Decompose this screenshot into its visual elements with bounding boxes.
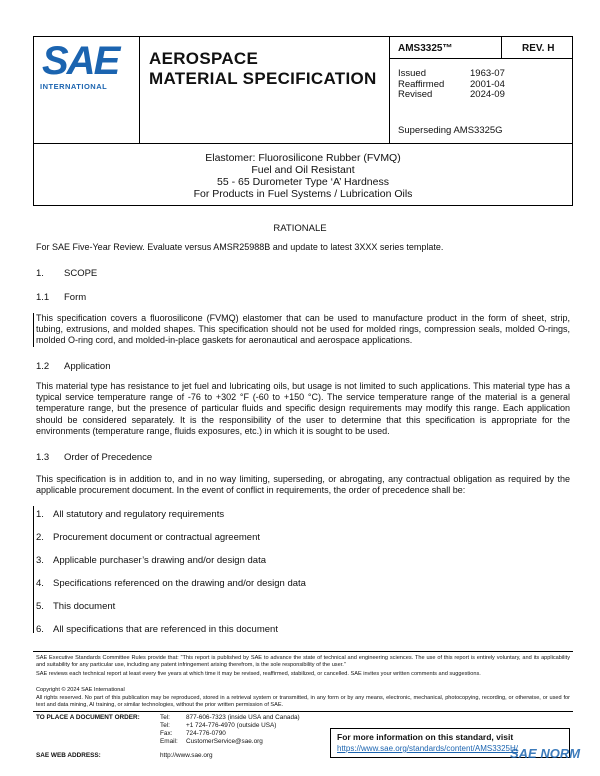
section-title: Order of Precedence	[64, 452, 153, 463]
section-number: 1.1	[36, 292, 50, 303]
web-label: SAE WEB ADDRESS:	[36, 752, 101, 759]
list-text: All specifications that are referenced in this document	[53, 624, 278, 635]
section-number: 1.	[36, 268, 44, 279]
spec-title-box	[33, 144, 573, 206]
footer-copyright: Copyright © 2024 SAE International	[36, 687, 125, 693]
web-link[interactable]: http://www.sae.org	[160, 752, 213, 759]
list-text: All statutory and regulatory requirements	[53, 509, 225, 520]
date-label: Issued	[398, 68, 426, 79]
email-link[interactable]: CustomerService@sae.org	[186, 738, 263, 745]
list-text: Procurement document or contractual agreement	[53, 532, 260, 543]
section-title: Application	[64, 361, 111, 372]
footer-rights-text: All rights reserved. No part of this publication may be reproduced, stored in a retrieval system or transmitted, in any form or by any means, electronic, mechanical, photocopying, recording, or otherwise, or used for text and data mining, AI training, or similar technologies, without the prior written permission of SAE.	[36, 695, 570, 708]
more-info-label: For more information on this standard, visit	[337, 732, 514, 742]
section-1-3-text: This specification is in addition to, and in no way limiting, superseding, or abrogating, any contractual obligation as required by the applicable procurement document. In the event of conflict in requirements, the order of precedence shall be:	[36, 474, 570, 496]
list-number: 5.	[36, 601, 44, 612]
sae-norm-watermark: SAE NORM	[510, 746, 581, 761]
section-title: SCOPE	[64, 268, 98, 279]
list-item	[36, 601, 115, 612]
list-item	[36, 578, 306, 589]
list-item	[36, 624, 278, 635]
list-number: 3.	[36, 555, 44, 566]
section-1-heading	[36, 268, 97, 279]
tel-label: Tel:	[160, 722, 170, 729]
rationale-text: For SAE Five-Year Review. Evaluate versus AMSR25988B and update to latest 3XXX series template.	[36, 242, 444, 252]
list-number: 4.	[36, 578, 44, 589]
fax-label: Fax:	[160, 730, 173, 737]
more-info-link[interactable]: https://www.sae.org/standards/content/AMS3325H/	[337, 744, 518, 753]
date-value: 2001-04	[470, 78, 505, 90]
list-text: Specifications referenced on the drawing and/or design data	[53, 578, 306, 589]
change-bar	[33, 506, 34, 633]
list-item	[36, 509, 224, 520]
section-1-2-heading	[36, 361, 110, 372]
section-1-3-heading	[36, 452, 152, 463]
spec-title-line1: Elastomer: Fluorosilicone Rubber (FVMQ)	[205, 152, 401, 164]
doc-type-line2: MATERIAL SPECIFICATION	[149, 69, 377, 88]
sae-logo: SAE	[42, 39, 119, 83]
superseding-note: Superseding AMS3325G	[398, 125, 503, 136]
header-table	[33, 36, 573, 144]
email-label: Email:	[160, 738, 178, 745]
date-row-revised	[398, 90, 505, 101]
fax-value: 724-776-0790	[186, 730, 226, 737]
doc-number: AMS3325™	[390, 37, 502, 59]
date-row-issued	[398, 69, 505, 80]
section-number: 1.3	[36, 452, 50, 463]
doc-info-cell	[390, 37, 573, 144]
list-item	[36, 555, 266, 566]
list-number: 2.	[36, 532, 44, 543]
revision-label: REV. H	[502, 37, 573, 59]
date-value: 2024-09	[470, 89, 505, 100]
logo-cell	[34, 37, 140, 144]
date-label: Revised	[398, 89, 433, 100]
rationale-heading: RATIONALE	[273, 223, 327, 234]
list-item	[36, 532, 260, 543]
sae-logo-subtitle: INTERNATIONAL	[40, 82, 108, 91]
tel-value: +1 724-776-4970 (outside USA)	[186, 722, 277, 729]
change-bar	[33, 313, 34, 347]
tel-value: 877-606-7323 (inside USA and Canada)	[186, 714, 300, 721]
spec-title-line2: Fuel and Oil Resistant	[251, 164, 355, 176]
footer-review-text: SAE reviews each technical report at least every five years at which time it may be revised, reaffirmed, stabilized, or cancelled. SAE invites your written comments and suggestions.	[36, 671, 481, 677]
spec-title-line3: 55 - 65 Durometer Type ‘A’ Hardness	[217, 176, 389, 188]
list-number: 1.	[36, 509, 44, 520]
footer-divider	[33, 651, 573, 652]
date-label: Reaffirmed	[398, 78, 445, 90]
section-1-1-heading	[36, 292, 86, 303]
doc-type-line1: AEROSPACE	[149, 49, 259, 68]
section-number: 1.2	[36, 361, 50, 372]
section-1-2-text: This material type has resistance to jet fuel and lubricating oils, but usage is not limited to such applications. This material type has a typical service temperature range of -76 to +302 °F (-60 to +150 °C). The service temperature range of the material is a general temperature range, but the presence of particular fluids and specific design requirements may modify this range. Each application should be considered separately. It is the responsibility of the user to determine that this specification is appropriate for the environments (temperature range, fluids exposures, etc.) in which it is sought to be used.	[36, 381, 570, 436]
list-text: This document	[53, 601, 116, 612]
list-number: 6.	[36, 624, 44, 635]
section-1-1-text: This specification covers a fluorosilicone (FVMQ) elastomer that can be used to manufacture product in the form of sheet, strip, tubing, extrusions, and molded shapes. This specification should not be used for molded rings, compression seals, molded O-rings, molded O-ring cord, and molded-in-place gaskets for aeronautical and aerospace applications.	[36, 313, 570, 346]
date-list	[398, 69, 505, 101]
date-value: 1963-07	[470, 68, 505, 79]
section-title: Form	[64, 292, 87, 303]
footer-divider	[33, 711, 573, 712]
tel-label: Tel:	[160, 714, 170, 721]
order-label: TO PLACE A DOCUMENT ORDER:	[36, 714, 140, 721]
footer-rules-text: SAE Executive Standards Committee Rules provide that: “This report is published by SAE to advance the state of technical and engineering sciences. The use of this report is entirely voluntary, and its applicability and suitability for any particular use, including any patent infringement arising therefrom, is the sole responsibility of the user.”	[36, 655, 570, 668]
spec-title-line4: For Products in Fuel Systems / Lubrication Oils	[193, 188, 413, 200]
list-text: Applicable purchaser’s drawing and/or design data	[53, 555, 267, 566]
title-cell	[140, 37, 390, 144]
